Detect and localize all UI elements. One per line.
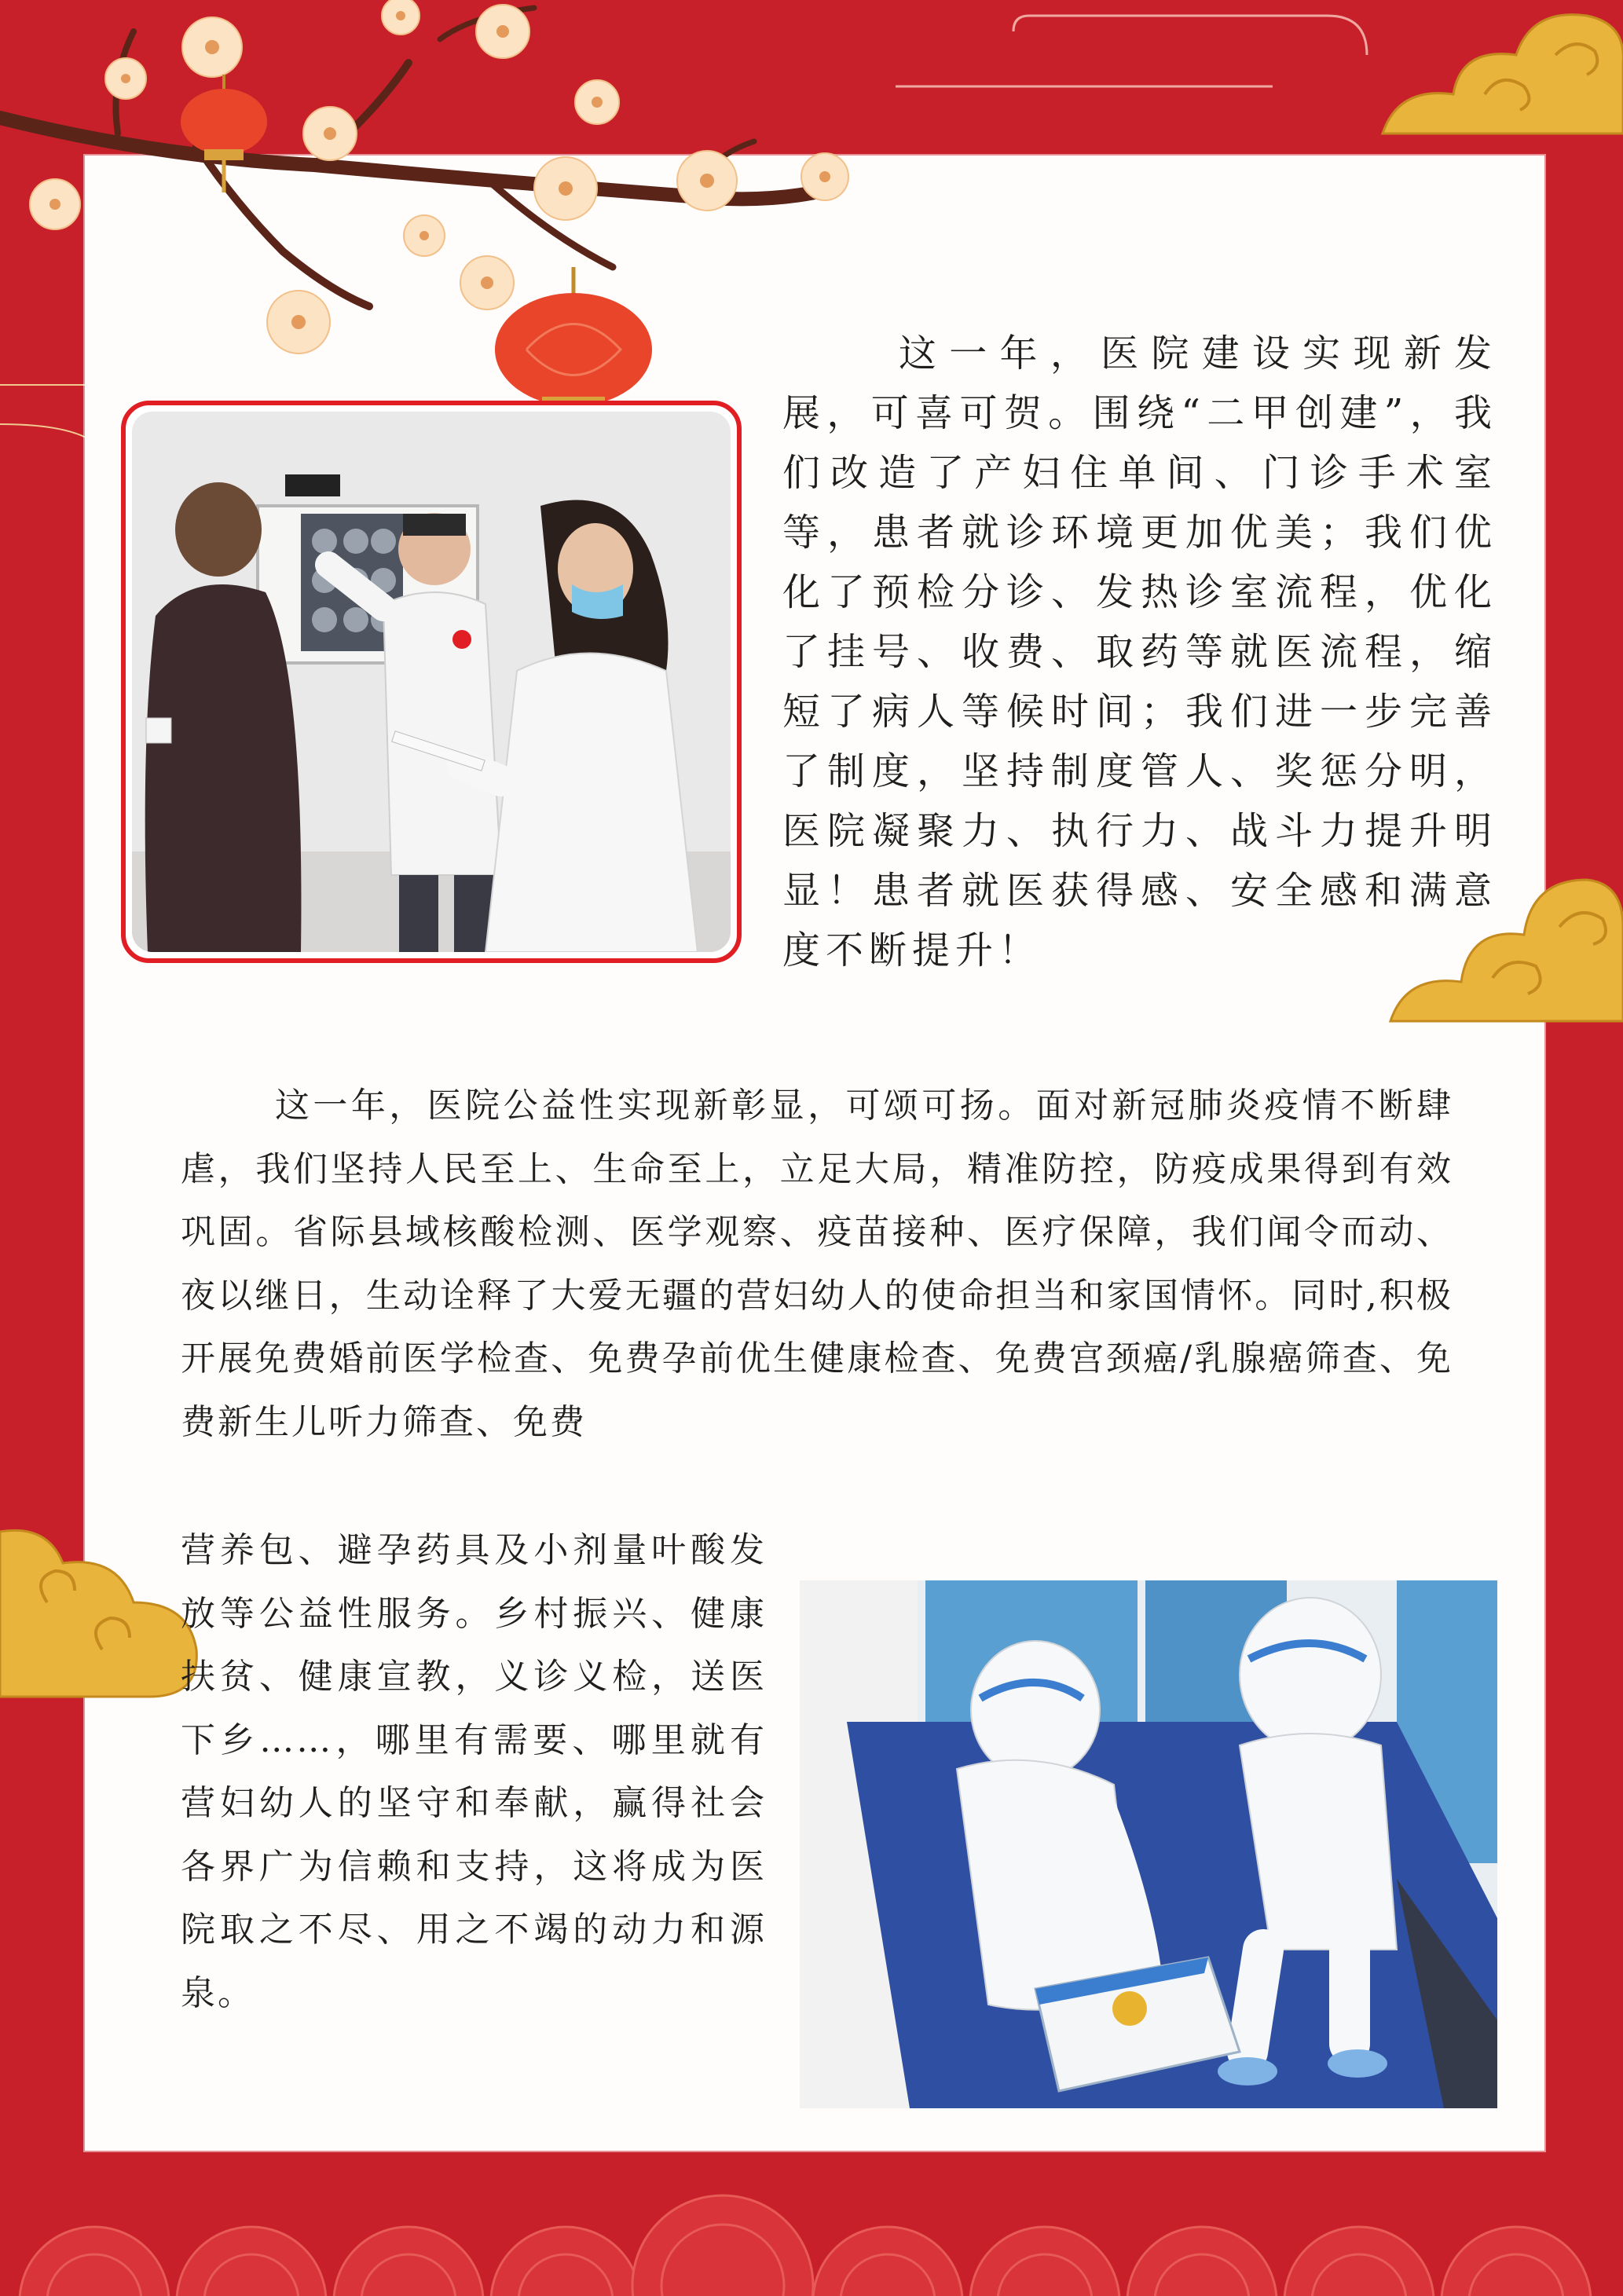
article-paragraph-2: 这一年，医院公益性实现新彰显，可颂可扬。面对新冠肺炎疫情不断肆虐，我们坚持人民至上、生命至上，立足大局，精准防控，防疫成果得到有效巩固。省际县域核酸检测、医学观察、疫苗接种、医疗保障，我们闻令而动、夜以继日，生动诠释了大爱无疆的营妇幼人的使命担当和家国情怀。同时,积极开展免费婚前医学检查、免费孕前优生健康检查、免费宫颈癌/乳腺癌筛查、免费新生儿听力筛查、免费 bbox=[181, 1086, 1453, 1442]
article-paragraph-1: 这一年，医院建设实现新发展，可喜可贺。围绕“二甲创建”，我们改造了产妇住单间、门诊手术室等，患者就诊环境更加优美；我们优化了预检分诊、发热诊室流程，优化了挂号、收费、取药等就医流程，缩短了病人等候时间；我们进一步完善了制度，坚持制度管人、奖惩分明，医院凝聚力、执行力、战斗力提升明显！患者就医获得感、安全感和满意度不断提升！ bbox=[782, 331, 1497, 972]
gold-cloud-left-icon bbox=[0, 1516, 204, 1705]
photo-protective-suits bbox=[800, 1580, 1497, 2108]
doctor-xray-consultation-image bbox=[132, 412, 731, 952]
plum-blossom-branch-icon bbox=[0, 0, 880, 408]
photo-doctor-xray bbox=[121, 401, 742, 963]
protective-suit-staff-image bbox=[800, 1580, 1497, 2108]
gold-cloud-top-right-icon bbox=[1367, 0, 1623, 141]
article-paragraph-3: 营养包、避孕药具及小剂量叶酸发放等公益性服务。乡村振兴、健康扶贫、健康宣教，义诊义检，送医下乡……，哪里有需要、哪里就有营妇幼人的坚守和奉献，赢得社会各界广为信赖和支持，这将成为医院取之不尽、用之不竭的动力和源泉。 bbox=[181, 1530, 767, 2013]
